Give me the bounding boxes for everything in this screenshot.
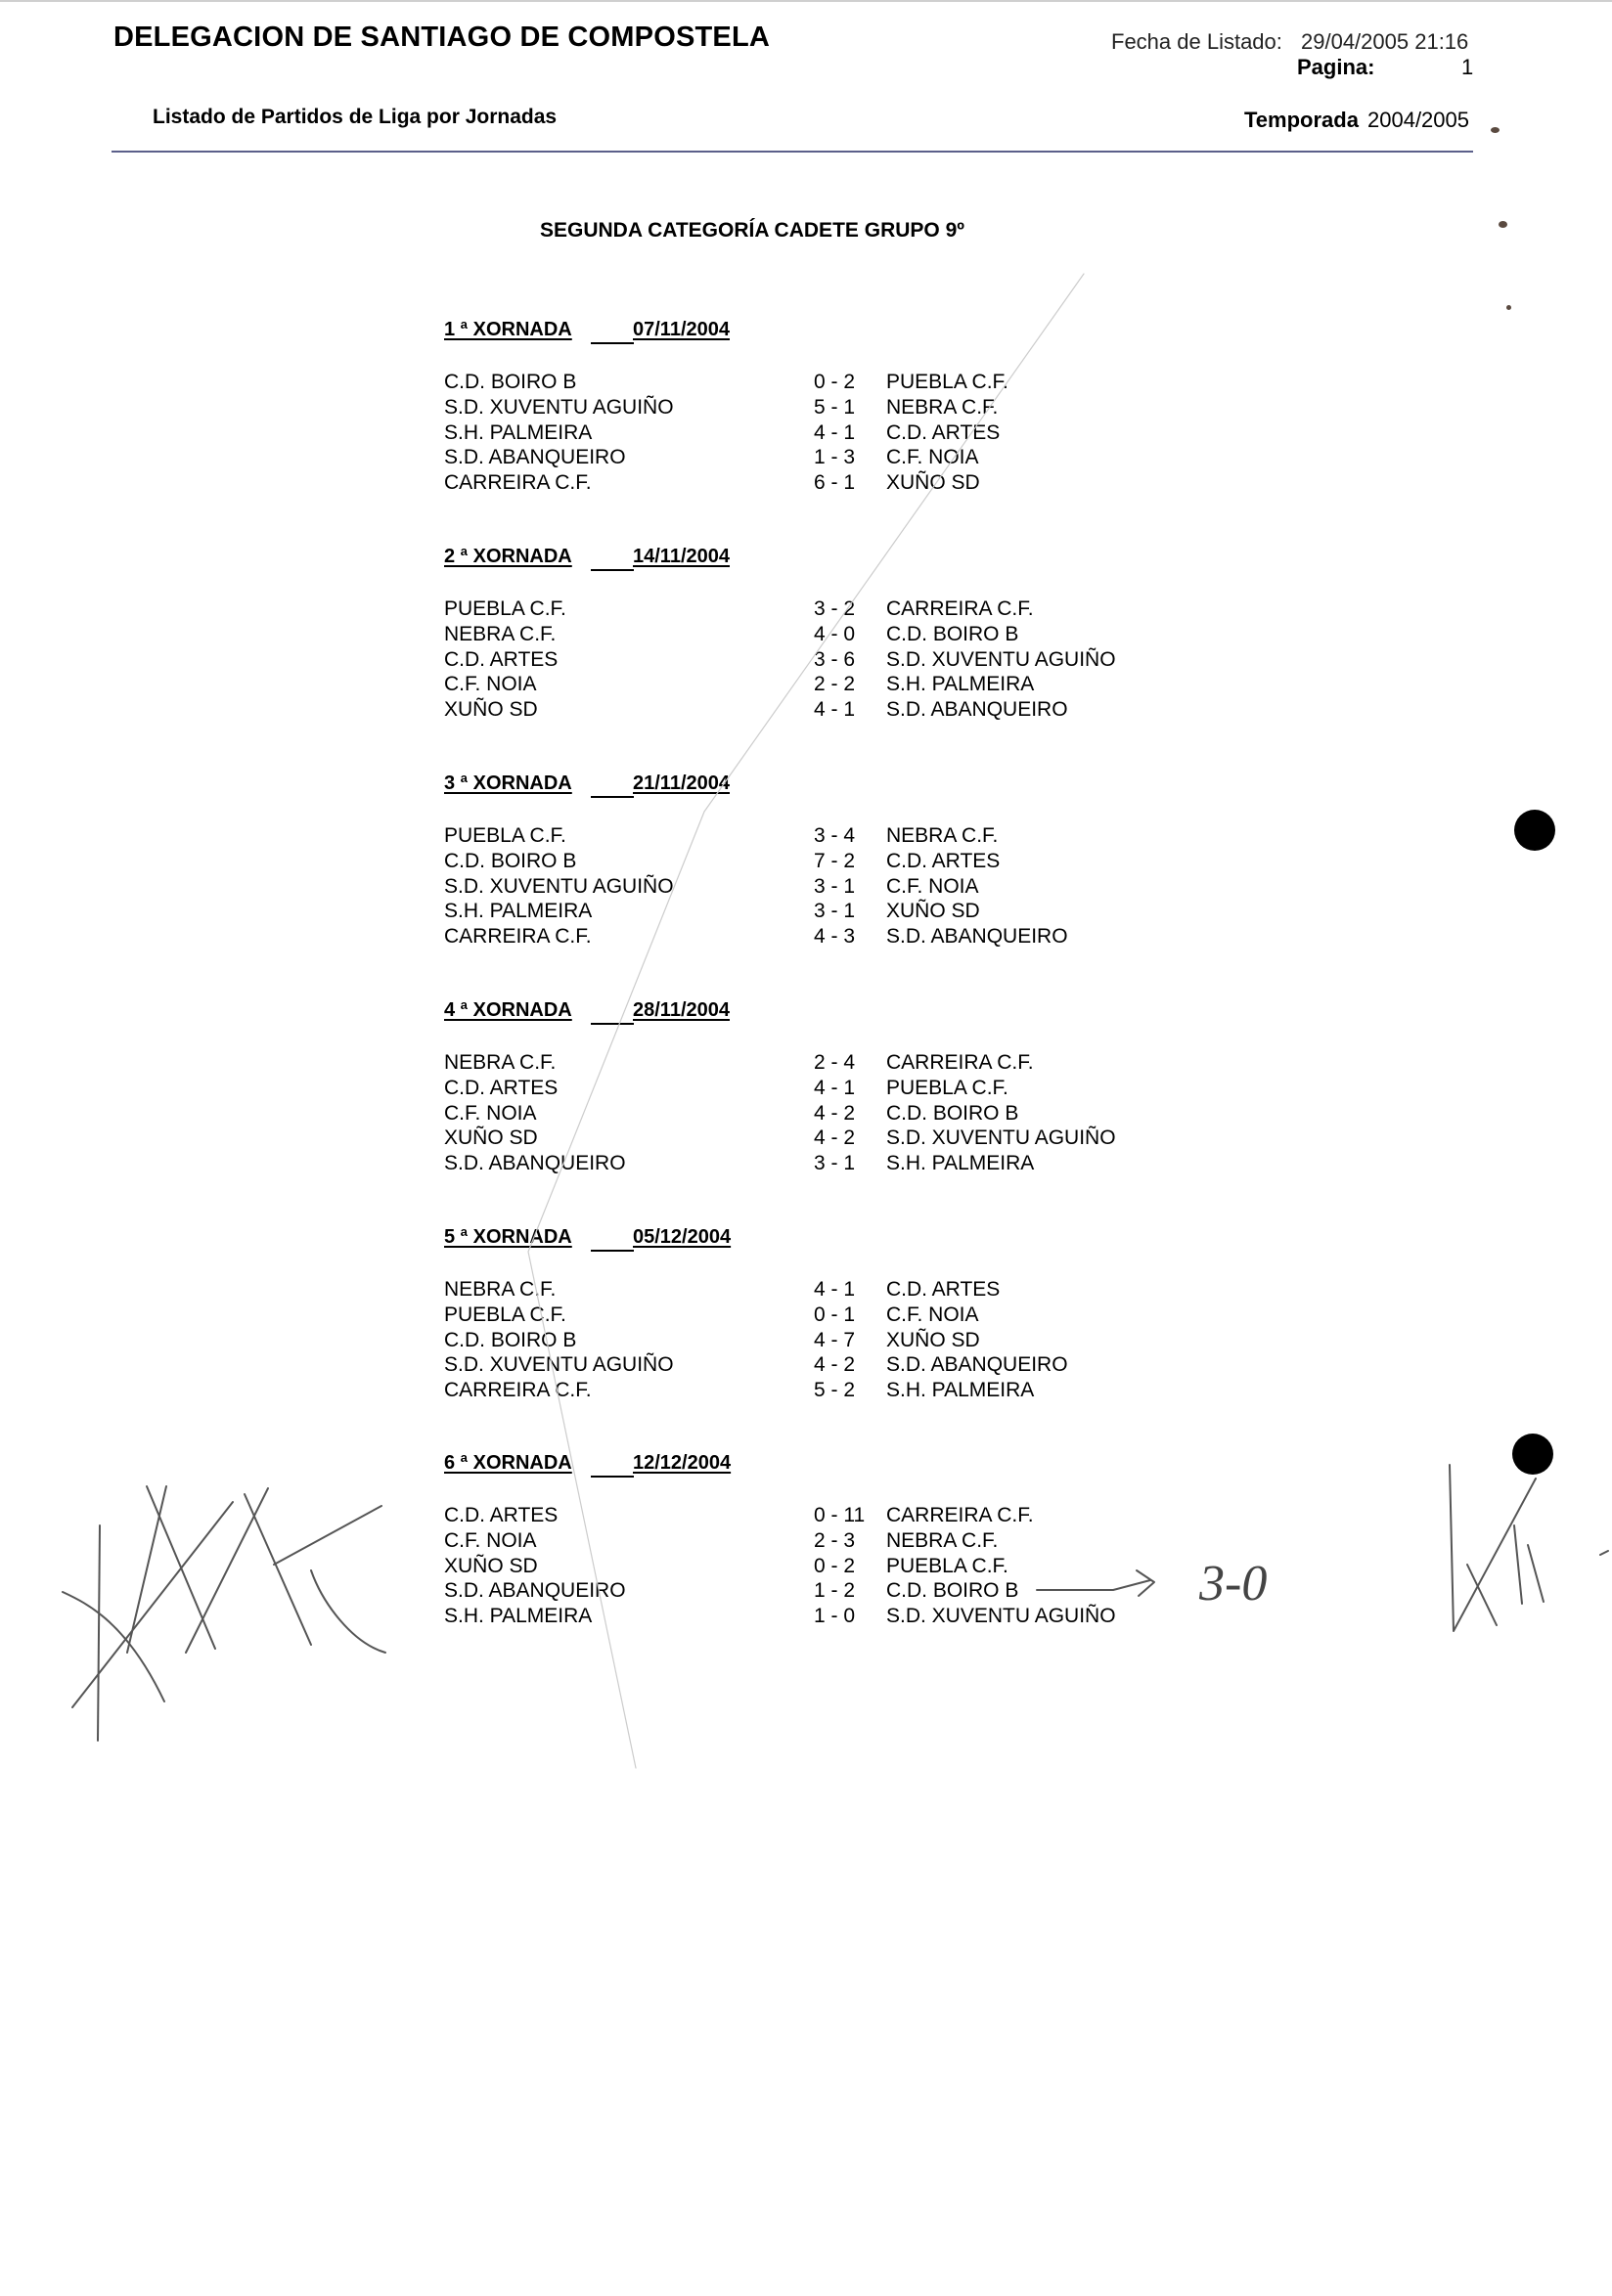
score: 3 - 6 (814, 647, 856, 671)
home-team: S.D. XUVENTU AGUIÑO (444, 395, 674, 419)
home-team: S.D. ABANQUEIRO (444, 1579, 626, 1603)
away-team: S.H. PALMEIRA (886, 1379, 1035, 1402)
score: 4 - 1 (814, 698, 856, 722)
away-team: S.D. ABANQUEIRO (886, 1353, 1068, 1377)
round-date: 12/12/2004 (633, 1452, 732, 1474)
home-team: S.H. PALMEIRA (444, 900, 593, 923)
organization-title: DELEGACION DE SANTIAGO DE COMPOSTELA (113, 22, 771, 53)
score: 0 - 1 (814, 1303, 856, 1326)
score: 4 - 2 (814, 1126, 856, 1150)
home-team: XUÑO SD (444, 698, 538, 722)
score: 0 - 2 (814, 371, 856, 393)
score: 6 - 1 (814, 471, 856, 495)
away-team: S.H. PALMEIRA (886, 1152, 1035, 1175)
score: 4 - 1 (814, 1278, 856, 1301)
signature-stroke (1514, 1525, 1522, 1604)
home-team: S.D. ABANQUEIRO (444, 446, 626, 469)
signature-stroke (1528, 1545, 1544, 1602)
home-team: PUEBLA C.F. (444, 1303, 566, 1326)
season-label: Temporada (1244, 108, 1359, 132)
score: 1 - 0 (814, 1605, 856, 1628)
round-name: 5 ª XORNADA (444, 1226, 572, 1248)
home-team: S.D. ABANQUEIRO (444, 1152, 626, 1175)
score: 2 - 4 (814, 1051, 856, 1074)
away-team: XUÑO SD (886, 1328, 980, 1351)
away-team: C.D. ARTES (886, 420, 1001, 444)
home-team: NEBRA C.F. (444, 1051, 557, 1074)
home-team: NEBRA C.F. (444, 622, 557, 645)
home-team: C.D. ARTES (444, 647, 559, 671)
away-team: S.D. XUVENTU AGUIÑO (886, 1605, 1116, 1628)
score: 1 - 3 (814, 446, 856, 469)
scribble-stroke (127, 1486, 166, 1653)
score: 3 - 2 (814, 597, 856, 620)
home-team: NEBRA C.F. (444, 1278, 557, 1301)
home-team: C.D. BOIRO B (444, 849, 577, 872)
round-name: 4 ª XORNADA (444, 999, 572, 1021)
away-team: PUEBLA C.F. (886, 371, 1008, 393)
away-team: CARREIRA C.F. (886, 1504, 1034, 1526)
away-team: PUEBLA C.F. (886, 1554, 1008, 1577)
score: 4 - 3 (814, 925, 856, 949)
signature-stroke (1600, 1551, 1608, 1555)
away-team: C.F. NOIA (886, 446, 979, 469)
score: 0 - 2 (814, 1554, 856, 1577)
list-date-value: 29/04/2005 21:16 (1301, 29, 1469, 54)
score: 3 - 1 (814, 874, 856, 898)
away-team: NEBRA C.F. (886, 395, 999, 419)
score: 1 - 2 (814, 1579, 856, 1603)
score: 4 - 1 (814, 420, 856, 444)
home-team: XUÑO SD (444, 1126, 538, 1150)
home-team: XUÑO SD (444, 1554, 538, 1577)
round-name: 2 ª XORNADA (444, 546, 572, 567)
away-team: C.D. BOIRO B (886, 1579, 1019, 1603)
list-date-label: Fecha de Listado: (1111, 29, 1282, 54)
away-team: S.D. ABANQUEIRO (886, 925, 1068, 949)
score: 3 - 4 (814, 824, 856, 847)
home-team: C.D. ARTES (444, 1076, 559, 1099)
away-team: PUEBLA C.F. (886, 1076, 1008, 1099)
round-name: 3 ª XORNADA (444, 773, 572, 794)
score: 7 - 2 (814, 849, 856, 872)
home-team: CARREIRA C.F. (444, 1379, 592, 1402)
signature-stroke (1467, 1565, 1497, 1625)
group-title: SEGUNDA CATEGORÍA CADETE GRUPO 9º (540, 219, 964, 242)
home-team: PUEBLA C.F. (444, 597, 566, 620)
away-team: C.D. ARTES (886, 849, 1001, 872)
away-team: S.D. XUVENTU AGUIÑO (886, 647, 1116, 671)
home-team: C.D. ARTES (444, 1504, 559, 1526)
away-team: NEBRA C.F. (886, 1528, 999, 1552)
season-value: 2004/2005 (1367, 108, 1469, 132)
score: 3 - 1 (814, 900, 856, 923)
round-date: 14/11/2004 (633, 546, 730, 567)
away-team: XUÑO SD (886, 900, 980, 923)
home-team: S.D. XUVENTU AGUIÑO (444, 1353, 674, 1377)
round-date: 28/11/2004 (633, 999, 730, 1021)
round-name: 1 ª XORNADA (444, 319, 572, 340)
home-team: CARREIRA C.F. (444, 471, 592, 495)
report-subtitle: Listado de Partidos de Liga por Jornadas (153, 106, 558, 128)
home-team: S.H. PALMEIRA (444, 420, 593, 444)
page-number: 1 (1461, 55, 1474, 79)
correction-arrow (1037, 1580, 1150, 1590)
home-team: C.D. BOIRO B (444, 1328, 577, 1351)
away-team: XUÑO SD (886, 471, 980, 495)
home-team: CARREIRA C.F. (444, 925, 592, 949)
scribble-stroke (311, 1570, 385, 1653)
score: 4 - 2 (814, 1101, 856, 1125)
scribble-stroke (274, 1506, 381, 1565)
scribble-stroke (98, 1525, 100, 1741)
away-team: S.H. PALMEIRA (886, 673, 1035, 696)
round-date: 07/11/2004 (633, 319, 730, 340)
score: 0 - 11 (814, 1504, 866, 1526)
away-team: C.F. NOIA (886, 874, 979, 898)
score: 4 - 0 (814, 622, 856, 645)
score: 3 - 1 (814, 1152, 856, 1175)
away-team: S.D. ABANQUEIRO (886, 698, 1068, 722)
score: 4 - 1 (814, 1076, 856, 1099)
away-team: C.D. ARTES (886, 1278, 1001, 1301)
home-team: S.H. PALMEIRA (444, 1605, 593, 1628)
away-team: C.F. NOIA (886, 1303, 979, 1326)
score: 4 - 2 (814, 1353, 856, 1377)
score: 5 - 1 (814, 395, 856, 419)
home-team: C.F. NOIA (444, 1528, 537, 1552)
score: 2 - 3 (814, 1528, 856, 1552)
scribble-stroke (245, 1494, 311, 1645)
scribble-stroke (186, 1488, 268, 1653)
away-team: CARREIRA C.F. (886, 597, 1034, 620)
home-team: C.D. BOIRO B (444, 371, 577, 393)
score: 4 - 7 (814, 1328, 856, 1351)
home-team: S.D. XUVENTU AGUIÑO (444, 874, 674, 898)
away-team: CARREIRA C.F. (886, 1051, 1034, 1074)
away-team: NEBRA C.F. (886, 824, 999, 847)
round-date: 21/11/2004 (633, 773, 730, 794)
home-team: C.F. NOIA (444, 673, 537, 696)
home-team: C.F. NOIA (444, 1101, 537, 1125)
score: 2 - 2 (814, 673, 856, 696)
away-team: S.D. XUVENTU AGUIÑO (886, 1126, 1116, 1150)
away-team: C.D. BOIRO B (886, 622, 1019, 645)
home-team: PUEBLA C.F. (444, 824, 566, 847)
round-name: 6 ª XORNADA (444, 1452, 572, 1474)
faint-pencil-line (528, 274, 1084, 1768)
handwritten-note: 3-0 (1199, 1556, 1268, 1612)
page-label: Pagina: (1297, 55, 1375, 79)
round-date: 05/12/2004 (633, 1226, 732, 1248)
away-team: C.D. BOIRO B (886, 1101, 1019, 1125)
signature-stroke (1450, 1465, 1536, 1631)
score: 5 - 2 (814, 1379, 856, 1402)
